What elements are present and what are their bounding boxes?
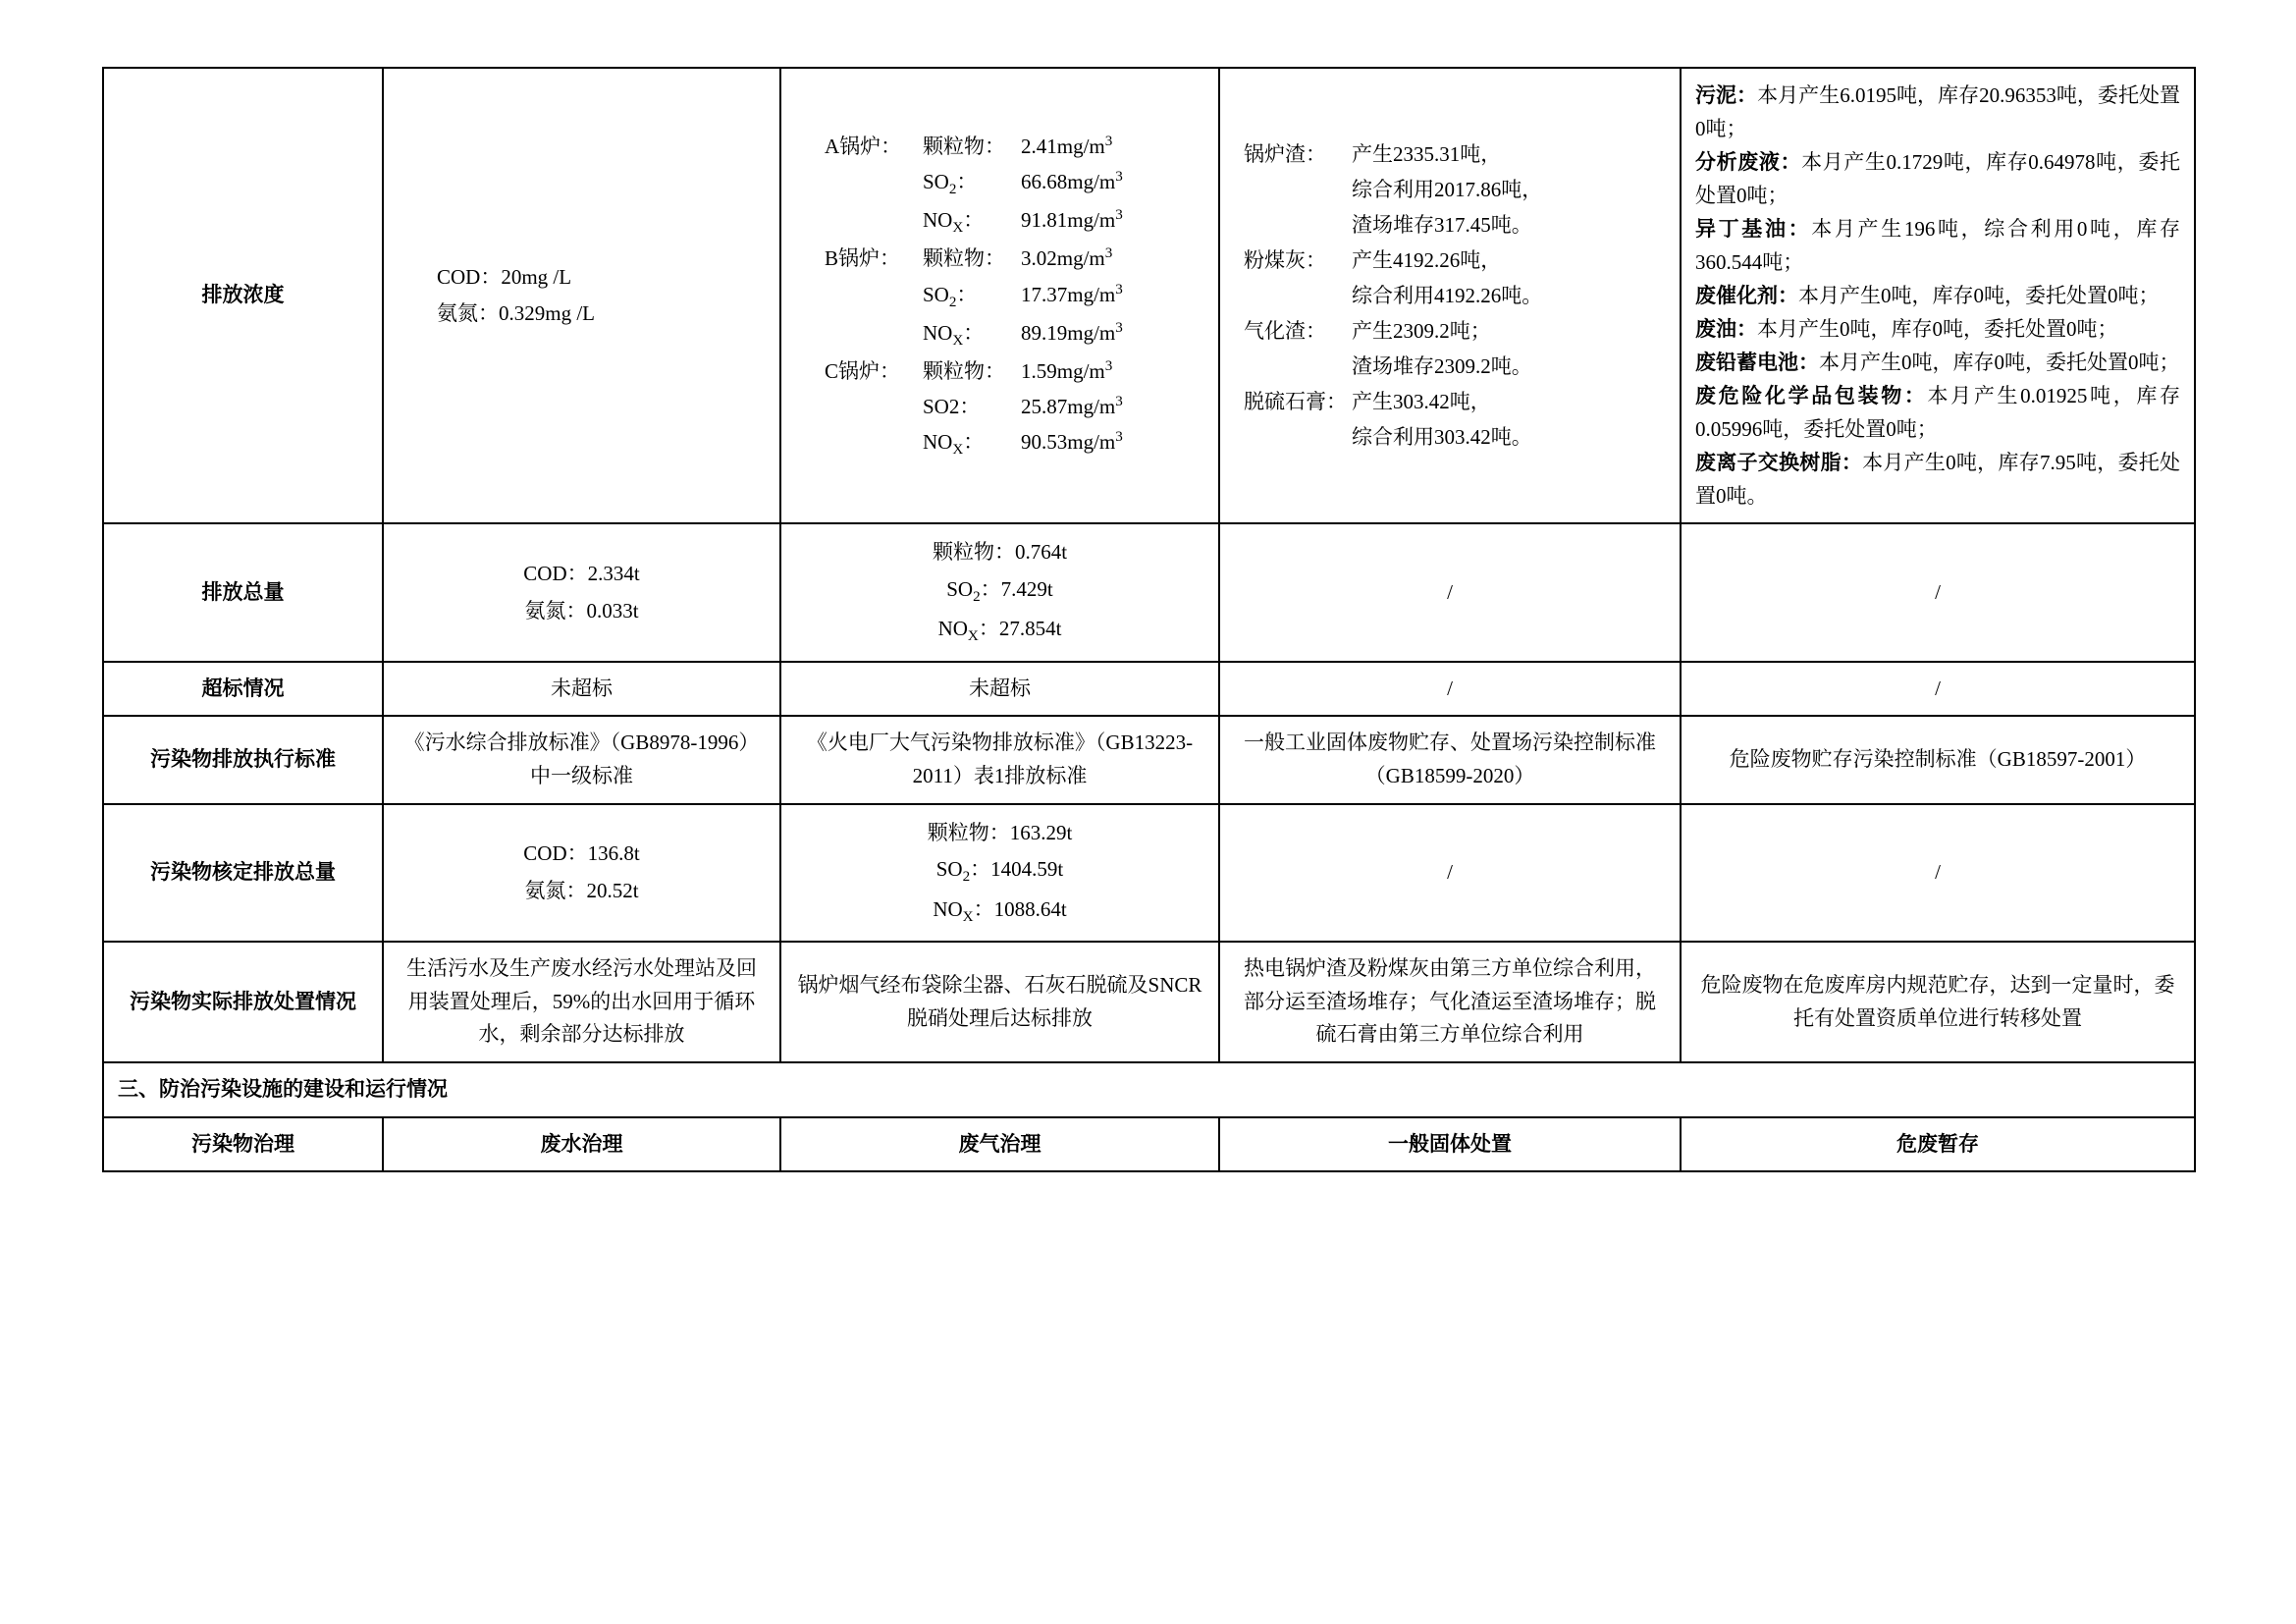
pollutant-value: 0.764t [1014,540,1068,565]
pollutant-value: $17.37mg/m^3$ [1021,281,1123,306]
hazard-waste-value: 本月产生0.01925吨，库存0.05996吨，委托处置0吨； [1695,384,2181,442]
cell-governance-water: 废水治理 [383,1117,780,1172]
hazard-waste-line [1695,379,2180,446]
total-value-line: COD：136.8t [523,841,640,866]
pollution-report-table [102,67,2196,1172]
hazard-waste-value: 本月产生0吨，库存0吨，委托处置0吨； [1819,351,2180,375]
pollutant-value: $1.59mg/m^3$ [1021,357,1113,383]
solid-waste-value: 综合利用303.42吨。 [1352,425,1532,450]
approved-total-water-values [398,836,766,910]
pollutant-indicator: $SO_2$： [923,282,978,310]
boiler-emission-line [825,129,1204,164]
table-row-standard [103,716,2195,803]
cell-approved-total-hazard: / [1681,804,2195,943]
total-value-line: COD：2.334t [523,561,640,585]
row-label-approved-total: 污染物核定排放总量 [103,804,383,943]
solid-waste-value: 产生2335.31吨， [1352,141,1502,166]
pollutant-value: $89.19mg/m^3$ [1021,319,1123,345]
hazard-waste-value: 本月产生0吨，库存7.95吨，委托处置0吨。 [1695,451,2181,509]
total-value-line [795,534,1204,571]
boiler-emission-line [825,389,1204,424]
pollutant-indicator: 颗粒物： [927,820,1010,844]
total-value-line: 氨氮：0.033t [524,598,639,623]
pollutant-indicator: $NO_X$： [923,430,985,459]
cell-standard-air: 《火电厂大气污染物排放标准》（GB13223-2011）表1排放标准 [780,716,1219,803]
hazard-waste-line [1695,346,2180,379]
pollutant-value: $25.87mg/m^3$ [1021,393,1123,418]
cell-exceed-air: 未超标 [780,662,1219,717]
boiler-emission-line [825,277,1204,315]
solid-waste-line [1244,419,1666,455]
pollutant-value: $66.68mg/m^3$ [1021,169,1123,194]
solid-waste-value: 综合利用4192.26吨。 [1352,284,1543,308]
pollutant-indicator: $NO_X$： [933,896,994,925]
solid-waste-value: 渣场堆存317.45吨。 [1352,212,1532,237]
cell-standard-water: 《污水综合排放标准》（GB8978-1996）中一级标准 [383,716,780,803]
cell-emission-concentration-water [383,68,780,523]
hazard-waste-line [1695,446,2180,513]
solid-waste-value: 渣场堆存2309.2吨。 [1352,354,1532,379]
table-row-actual-disposal [103,942,2195,1062]
solid-waste-line [1244,278,1666,313]
cell-exceed-water: 未超标 [383,662,780,717]
total-value-line: 氨氮：20.52t [524,878,639,902]
boiler-emission-line [825,315,1204,353]
boiler-name: A锅炉： [825,134,902,158]
hazard-waste-name: 废催化剂： [1695,284,1798,308]
pollutant-value: $91.81mg/m^3$ [1021,207,1123,233]
cell-approved-total-water [383,804,780,943]
cell-emission-concentration-solid [1219,68,1681,523]
section-title-pollution-facilities: 三、防治污染设施的建设和运行情况 [103,1062,2195,1117]
pollutant-indicator: 颗粒物： [923,358,1005,383]
hazard-waste-value: 本月产生0.1729吨，库存0.64978吨，委托处置0吨； [1695,150,2181,208]
solid-waste-name: 气化渣： [1244,319,1326,344]
cell-governance-solid: 一般固体处置 [1219,1117,1681,1172]
pollutant-value: $90.53mg/m^3$ [1021,429,1123,455]
hazard-waste-value: 本月产生196吨，综合利用0吨，库存360.544吨； [1695,217,2180,275]
ammonia-value: 氨氮：0.329mg /L [437,301,595,326]
pollutant-indicator: 颗粒物： [923,246,1005,271]
solid-waste-value: 产生2309.2吨； [1352,319,1491,344]
cell-exceed-solid: / [1219,662,1681,717]
solid-waste-list [1234,136,1666,456]
pollutant-indicator: 颗粒物： [923,134,1005,158]
table-row-exceed [103,662,2195,717]
boiler-name: B锅炉： [825,246,901,271]
pollutant-indicator: $SO_2$： [935,857,991,886]
pollutant-value: 7.429t [1000,577,1053,601]
cell-emission-total-hazard: / [1681,523,2195,662]
pollutant-indicator: $SO_2$： [923,170,978,198]
cell-emission-total-water [383,523,780,662]
solid-waste-line [1244,313,1666,349]
cell-standard-solid: 一般工业固体废物贮存、处置场污染控制标准（GB18599-2020） [1219,716,1681,803]
solid-waste-value: 综合利用2017.86吨， [1352,177,1543,201]
pollutant-indicator: $NO_X$： [937,617,999,645]
solid-waste-line [1244,136,1666,172]
pollutant-value: 163.29t [1009,820,1073,844]
hazard-waste-line [1695,79,2180,145]
hazard-waste-name: 废油： [1695,317,1757,342]
cell-standard-hazard: 危险废物贮存污染控制标准（GB18597-2001） [1681,716,2195,803]
cell-governance-air: 废气治理 [780,1117,1219,1172]
row-label-exceed: 超标情况 [103,662,383,717]
cell-emission-total-solid: / [1219,523,1681,662]
boiler-emission-line [825,241,1204,276]
boiler-name: C锅炉： [825,358,901,383]
pollutant-value: 1088.64t [993,896,1067,921]
pollutant-indicator: SO2： [923,394,981,418]
row-label-emission-concentration: 排放浓度 [103,68,383,523]
approved-total-air-values [795,815,1204,932]
row-label-emission-total: 排放总量 [103,523,383,662]
pollutant-value: 27.854t [998,617,1062,641]
cell-emission-concentration-air [780,68,1219,523]
boiler-emission-line [825,424,1204,462]
hazard-waste-name: 分析废液： [1695,150,1802,175]
emission-total-water-values [398,556,766,630]
cell-approved-total-air [780,804,1219,943]
cell-governance-hazard: 危废暂存 [1681,1117,2195,1172]
hazard-waste-line [1695,279,2180,312]
solid-waste-line [1244,172,1666,207]
hazard-waste-value: 本月产生0吨，库存0吨，委托处置0吨； [1757,317,2118,342]
pollutant-indicator: $NO_X$： [923,208,985,237]
pollutant-value: $3.02mg/m^3$ [1021,245,1113,271]
table-row-section-title [103,1062,2195,1117]
hazard-waste-value: 本月产生6.0195吨，库存20.96353吨，委托处置0吨； [1695,83,2181,141]
boiler-emission-list [795,129,1204,462]
cell-actual-disposal-air: 锅炉烟气经布袋除尘器、石灰石脱硫及SNCR脱硝处理后达标排放 [780,942,1219,1062]
table-row-governance [103,1117,2195,1172]
pollutant-indicator: $NO_X$： [923,320,985,349]
solid-waste-line [1244,349,1666,384]
solid-waste-name: 粉煤灰： [1244,247,1326,272]
hazard-waste-name: 废离子交换树脂： [1695,451,1863,475]
cod-value: COD：20mg /L [437,265,572,290]
solid-waste-line [1244,207,1666,243]
hazard-waste-line [1695,145,2180,212]
cell-exceed-hazard: / [1681,662,2195,717]
hazardous-waste-list [1695,79,2180,513]
emission-total-air-values [795,534,1204,651]
table-row-approved-total [103,804,2195,943]
pollutant-value: 1404.59t [990,857,1064,882]
total-value-line [795,815,1204,852]
cell-emission-total-air [780,523,1219,662]
table-row-emission-concentration [103,68,2195,523]
solid-waste-line [1244,243,1666,278]
cell-actual-disposal-water: 生活污水及生产废水经污水处理站及回用装置处理后，59%的出水回用于循环水，剩余部分达标排放 [383,942,780,1062]
solid-waste-name: 锅炉渣： [1244,141,1326,166]
boiler-emission-line [825,164,1204,202]
row-label-actual-disposal: 污染物实际排放处置情况 [103,942,383,1062]
total-value-line [795,611,1204,650]
cell-emission-concentration-hazard [1681,68,2195,523]
hazard-waste-value: 本月产生0吨，库存0吨，委托处置0吨； [1798,284,2160,308]
solid-waste-name: 脱硫石膏： [1244,390,1347,414]
solid-waste-line [1244,384,1666,419]
row-label-governance: 污染物治理 [103,1117,383,1172]
pollutant-indicator: 颗粒物： [932,540,1015,565]
hazard-waste-name: 废铅蓄电池： [1695,351,1819,375]
total-value-line [795,892,1204,931]
cell-actual-disposal-hazard: 危险废物在危废库房内规范贮存，达到一定量时，委托有处置资质单位进行转移处置 [1681,942,2195,1062]
hazard-waste-line [1695,212,2180,279]
table-row-emission-total [103,523,2195,662]
solid-waste-value: 产生303.42吨， [1352,390,1491,414]
row-label-standard: 污染物排放执行标准 [103,716,383,803]
pollutant-value: $2.41mg/m^3$ [1021,133,1113,158]
hazard-waste-name: 废危险化学品包装物： [1695,384,1928,408]
cell-approved-total-solid: / [1219,804,1681,943]
boiler-emission-line [825,353,1204,389]
hazard-waste-name: 异丁基油： [1695,217,1812,242]
total-value-line [795,571,1204,611]
boiler-emission-line [825,202,1204,241]
hazard-waste-line [1695,312,2180,346]
solid-waste-value: 产生4192.26吨， [1352,247,1502,272]
cell-actual-disposal-solid: 热电锅炉渣及粉煤灰由第三方单位综合利用，部分运至渣场堆存；气化渣运至渣场堆存；脱硫石膏由第三方单位综合利用 [1219,942,1681,1062]
total-value-line [795,851,1204,891]
pollutant-indicator: $SO_2$： [946,577,1001,606]
hazard-waste-name: 污泥： [1695,83,1758,107]
